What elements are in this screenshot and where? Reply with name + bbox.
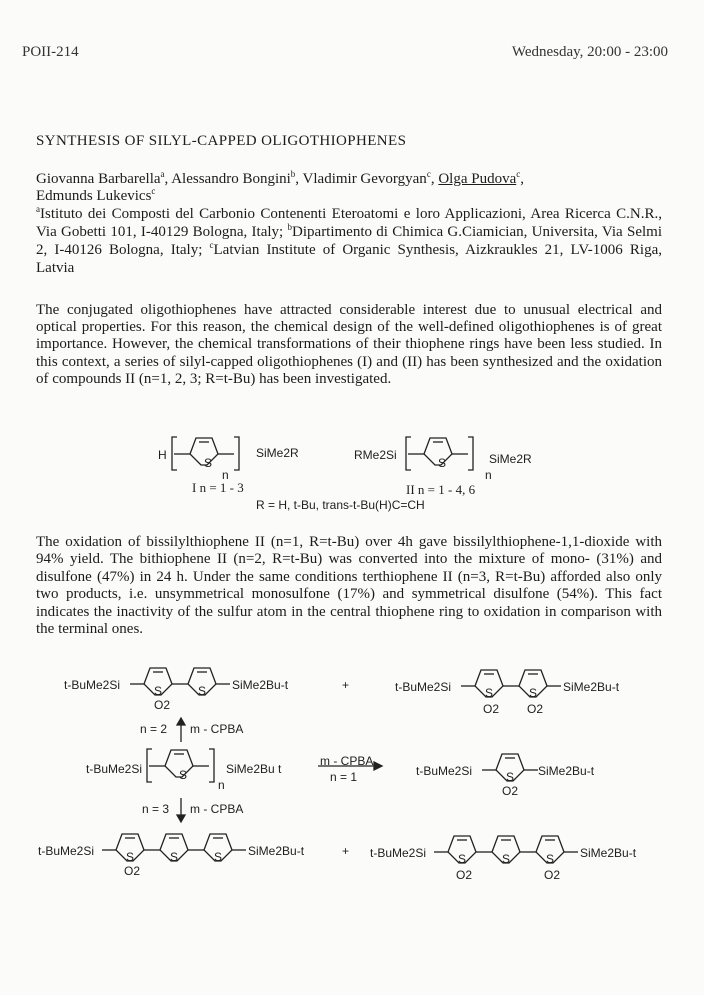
session-time: Wednesday, 20:00 - 23:00 bbox=[511, 44, 668, 60]
sulfone-o2-label: O2 bbox=[456, 868, 473, 882]
sulfone-o2-label: O2 bbox=[544, 868, 561, 882]
sulfur-label: S bbox=[126, 850, 135, 864]
author-sup: c bbox=[426, 169, 431, 179]
condition-n3: n = 3 bbox=[142, 802, 170, 816]
r-definition: R = H, t-Bu, trans-t-Bu(H)C=CH bbox=[256, 498, 425, 512]
abstract-code: POII-214 bbox=[22, 44, 79, 60]
condition-n2: n = 2 bbox=[140, 722, 168, 736]
tbu-silyl-end-label: SiMe2Bu t bbox=[226, 762, 282, 776]
author-sup: a bbox=[160, 169, 165, 179]
reagent-mcpba: m - CPBA bbox=[320, 754, 374, 768]
sulfone-o2-label: O2 bbox=[483, 702, 500, 716]
tbu-silyl-label: t-BuMe2Si bbox=[395, 680, 452, 694]
author-name: Giovanna Barbarella bbox=[36, 171, 161, 187]
condition-n1: n = 1 bbox=[330, 770, 358, 784]
sulfur-label: S bbox=[506, 770, 515, 784]
sulfur-label: S bbox=[458, 852, 467, 866]
author-name: Alessandro Bongini bbox=[171, 171, 291, 187]
tbu-silyl-label: t-BuMe2Si bbox=[64, 678, 121, 692]
affil-sup: b bbox=[287, 222, 293, 232]
tbu-silyl-label: t-BuMe2Si bbox=[38, 844, 95, 858]
affil-sup: a bbox=[36, 204, 40, 214]
sulfone-o2-label: O2 bbox=[527, 702, 544, 716]
chem-label-sime2r: SiMe2R bbox=[489, 452, 532, 466]
affiliation-a: Istituto dei Composti del Carbonio Contenenti Eteroatomi e loro Applicazioni, Area Ricerca C.N.R., Via Gobetti 101, I-40129 Bologna, Italy; bbox=[36, 206, 662, 240]
presenting-author: Olga Pudova bbox=[438, 171, 517, 187]
reagent-mcpba: m - CPBA bbox=[190, 802, 244, 816]
affiliation-b: Dipartimento di Chimica G.Ciamician, Universita, Via Selmi 2, I-40126 Bologna, Italy; bbox=[36, 224, 662, 258]
intro-paragraph: The conjugated oligothiophenes have attracted considerable interest due to unusual electrical and optical properties. For this reason, the chemical design of the well-defined oligothiophenes is of great importance. However, the chemical transformations of their thiophene rings have been less studied. In this context, a series of silyl-capped oligothiophenes (I) and (II) has been synthesized and the oxidation of compounds II (n=1, 2, 3; R=t-Bu) has been investigated. bbox=[36, 302, 662, 387]
tbu-silyl-end-label: SiMe2Bu-t bbox=[232, 678, 289, 692]
paper-title: SYNTHESIS OF SILYL-CAPPED OLIGOTHIOPHENES bbox=[36, 133, 407, 149]
author-list: Giovanna Barbarella$^a$, Alessandro Bongini$^b$, Vladimir Gevorgyan$^c$, Olga Pudova$^c$, Edmunds Lukevics$^c$ bbox=[36, 169, 524, 204]
affiliation-c: Latvian Institute of Organic Synthesis, Aizkraukles 21, LV-1006 Riga, Latvia bbox=[36, 242, 663, 276]
tbu-silyl-end-label: SiMe2Bu-t bbox=[580, 846, 637, 860]
sulfur-label: S bbox=[204, 456, 213, 470]
tbu-silyl-end-label: SiMe2Bu-t bbox=[248, 844, 305, 858]
plus-sign: + bbox=[342, 844, 350, 858]
sulfur-label: S bbox=[546, 852, 555, 866]
sulfone-o2-label: O2 bbox=[154, 698, 171, 712]
sulfur-label: S bbox=[198, 684, 207, 698]
sulfur-label: S bbox=[438, 456, 447, 470]
plus-sign: + bbox=[342, 678, 350, 692]
subscript-n: n bbox=[222, 468, 229, 482]
author-name: Edmunds Lukevics bbox=[36, 188, 152, 204]
sulfur-label: S bbox=[214, 850, 223, 864]
compound-II-label: II n = 1 - 4, 6 bbox=[406, 482, 476, 497]
reagent-mcpba: m - CPBA bbox=[190, 722, 244, 736]
author-sup: c bbox=[516, 169, 521, 179]
arrow-up-icon bbox=[176, 716, 186, 744]
tbu-silyl-label: t-BuMe2Si bbox=[370, 846, 427, 860]
subscript-n: n bbox=[485, 468, 492, 482]
chem-label-h: H bbox=[158, 448, 167, 462]
arrow-down-icon bbox=[176, 796, 186, 826]
chem-label-rme2si: RMe2Si bbox=[354, 448, 397, 462]
sulfur-label: S bbox=[154, 684, 163, 698]
sulfur-label: S bbox=[529, 686, 538, 700]
tbu-silyl-label: t-BuMe2Si bbox=[416, 764, 473, 778]
sulfone-o2-label: O2 bbox=[502, 784, 519, 798]
author-sup: c bbox=[151, 186, 156, 196]
sulfur-label: S bbox=[485, 686, 494, 700]
subscript-n: n bbox=[218, 778, 225, 792]
compound-I-label: I n = 1 - 3 bbox=[192, 480, 244, 495]
tbu-silyl-end-label: SiMe2Bu-t bbox=[538, 764, 595, 778]
sulfur-label: S bbox=[170, 850, 179, 864]
sulfur-label: S bbox=[502, 852, 511, 866]
sulfur-label: S bbox=[179, 768, 188, 782]
author-sup: b bbox=[290, 169, 296, 179]
tbu-silyl-label: t-BuMe2Si bbox=[86, 762, 143, 776]
author-name: Vladimir Gevorgyan bbox=[302, 171, 427, 187]
results-paragraph: The oxidation of bissilylthiophene II (n=1, R=t-Bu) over 4h gave bissilylthiophene-1,1-dioxide with 94% yield. The bithiophene II (n=2, R=t-Bu) was converted into the mixture of mono- (31%) and disulfone (47%) in 24 h. Under the same conditions terthiophene II (n=3, R=t-Bu) afforded also only two products, i.e. unsymmetrical monosulfone (17%) and symmetrical disulfone (54%). This fact indicates the inactivity of the sulfur atom in the central thiophene ring to oxidation in comparison with the terminal ones. bbox=[36, 534, 662, 638]
chem-label-sime2r: SiMe2R bbox=[256, 446, 299, 460]
sulfone-o2-label: O2 bbox=[124, 864, 141, 878]
tbu-silyl-end-label: SiMe2Bu-t bbox=[563, 680, 620, 694]
affil-sup: c bbox=[209, 240, 214, 250]
affiliations bbox=[36, 205, 662, 277]
